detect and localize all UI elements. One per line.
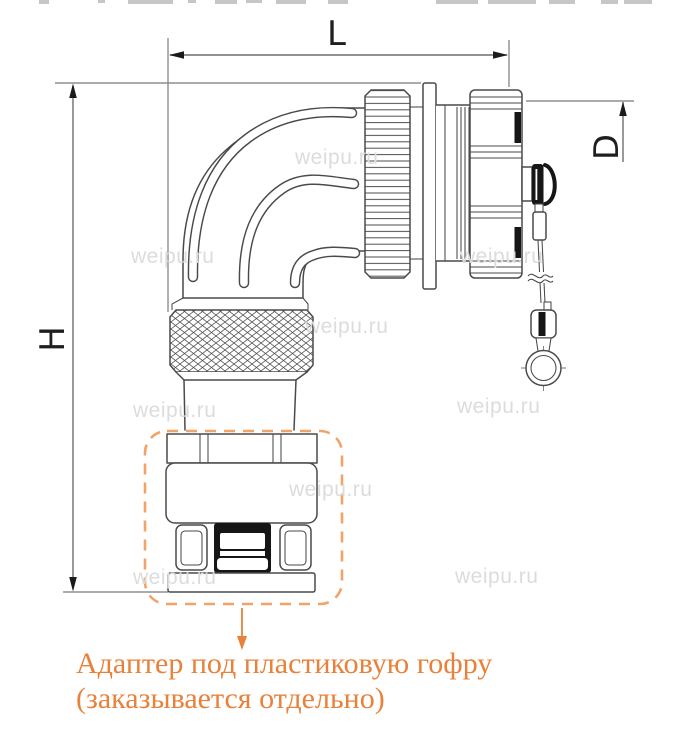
dimension-label-d: D xyxy=(587,133,628,161)
elbow-body xyxy=(183,108,366,298)
watermark: weipu.ru xyxy=(133,566,217,589)
adapter-callout-line1: Адаптер под пластиковую гофру xyxy=(76,647,493,680)
watermark: weipu.ru xyxy=(133,399,217,422)
dimension-label-l: L xyxy=(327,14,346,54)
adapter-callout-note xyxy=(76,646,492,716)
callout-arrow xyxy=(237,608,247,650)
knurled-nut xyxy=(170,298,313,372)
watermark: weipu.ru xyxy=(457,395,541,418)
flange-plate xyxy=(423,83,436,289)
dimension-label-h: H xyxy=(32,326,73,352)
body-collar xyxy=(410,107,423,259)
dust-cap xyxy=(522,164,555,205)
watermark: weipu.ru xyxy=(295,146,379,169)
watermark: weipu.ru xyxy=(455,565,539,588)
thread-section xyxy=(436,105,470,261)
watermark: weipu.ru xyxy=(289,478,373,501)
coupling-nut-ribbed xyxy=(365,90,410,278)
watermark: weipu.ru xyxy=(305,315,389,338)
adapter-callout-line2: (заказывается отдельно) xyxy=(76,682,385,715)
cropped-text-artifacts xyxy=(39,0,652,4)
lanyard-cord-and-ring xyxy=(521,204,566,391)
watermark: weipu.ru xyxy=(460,245,544,268)
watermark: weipu.ru xyxy=(131,245,215,268)
